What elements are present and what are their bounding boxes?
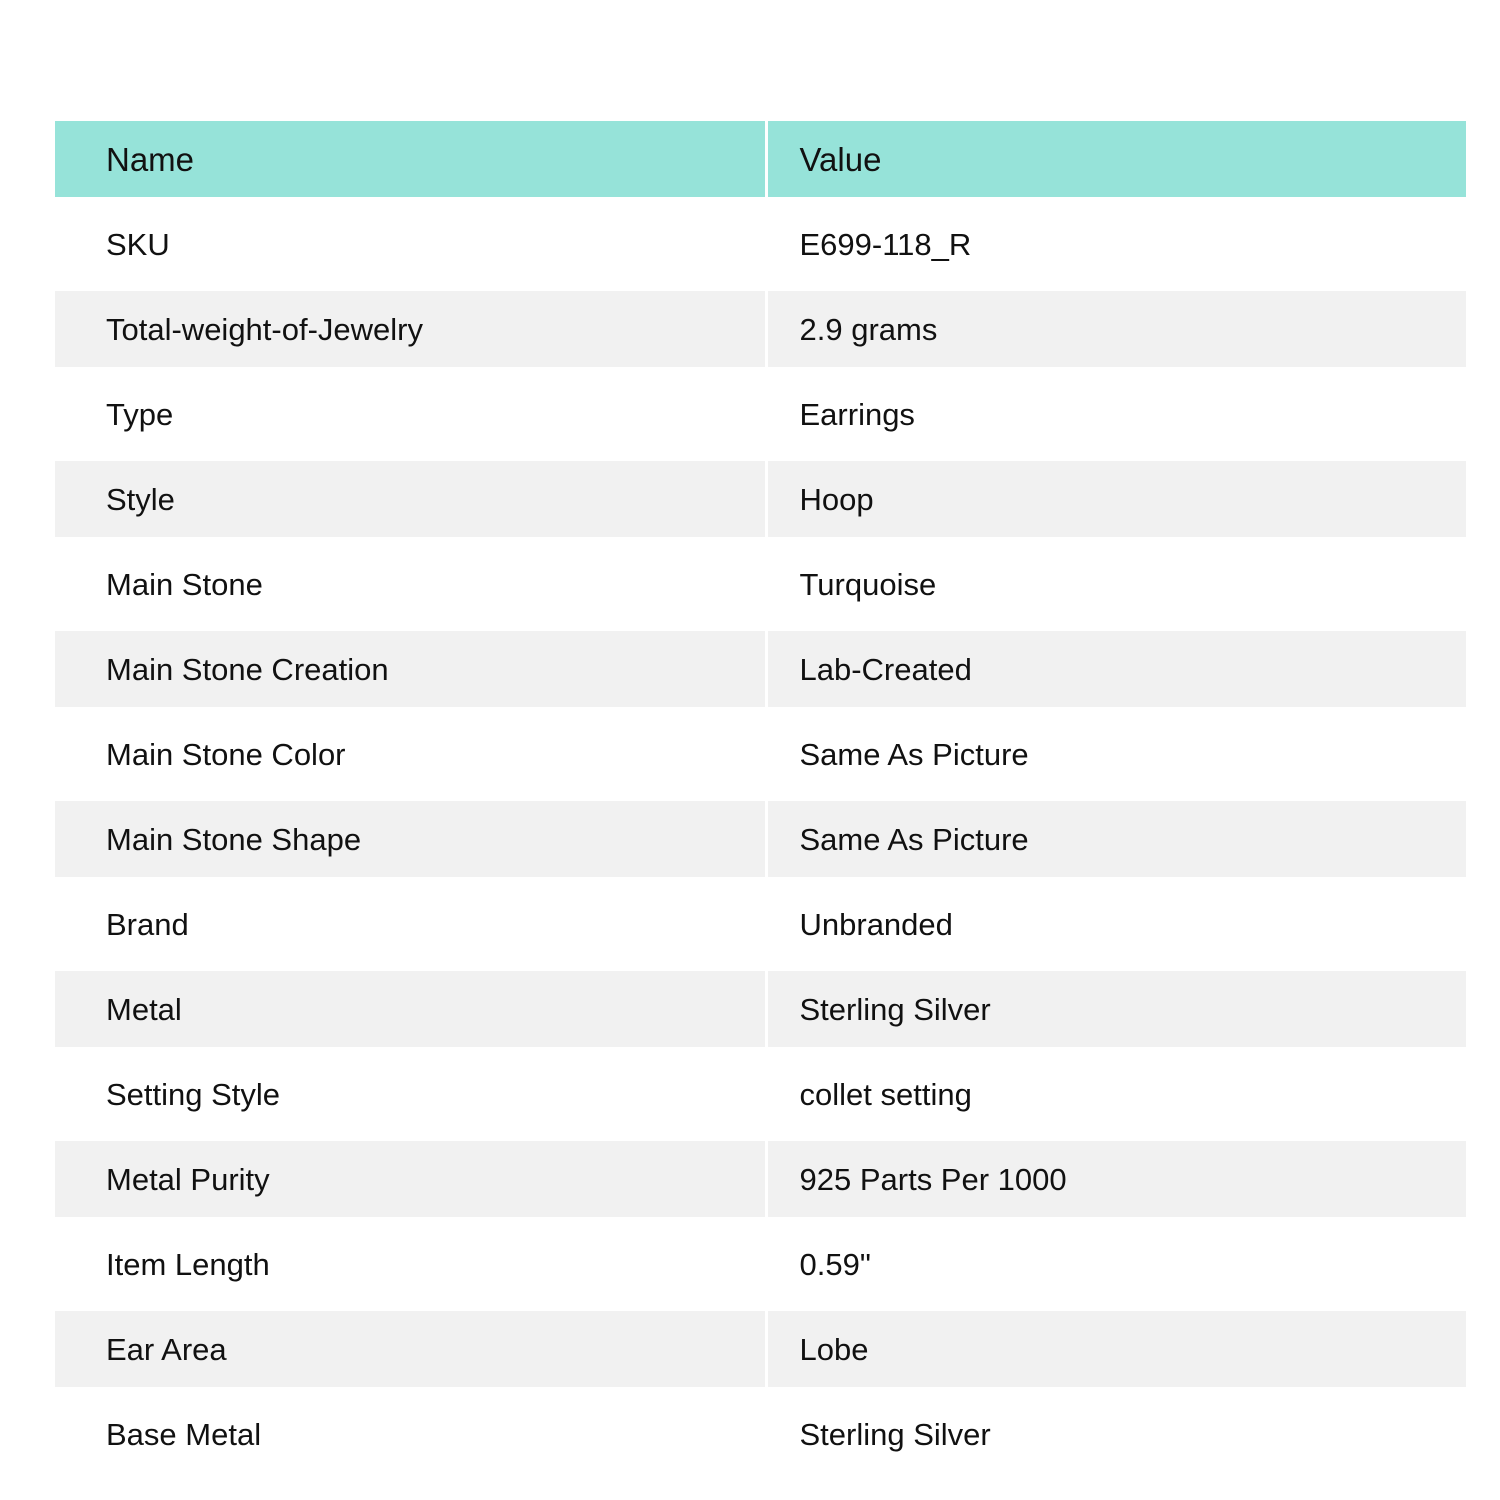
row-value-cell: collet setting (799, 1076, 972, 1112)
row-value-cell: E699-118_R (799, 226, 972, 262)
table-row (55, 877, 1466, 971)
table-row (55, 707, 1466, 801)
table-row (55, 971, 1466, 1047)
table-row (55, 367, 1466, 461)
table-row (55, 537, 1466, 631)
row-value-cell: Lab-Created (799, 651, 972, 687)
table-row (55, 1141, 1466, 1217)
table-row (55, 801, 1466, 877)
row-name-cell: Brand (55, 877, 766, 971)
row-name-cell: Metal Purity (55, 1141, 766, 1217)
row-value-cell: 2.9 grams (799, 311, 938, 347)
row-name-cell: Ear Area (55, 1311, 766, 1387)
row-name-cell: Setting Style (55, 1047, 766, 1141)
column-header-value: Value (799, 140, 882, 178)
table-row (55, 1387, 1466, 1481)
row-value-cell: Sterling Silver (799, 991, 991, 1027)
row-name-cell: Metal (55, 971, 766, 1047)
row-value-cell: Earrings (799, 396, 915, 432)
row-value-cell: Sterling Silver (799, 1416, 991, 1452)
table-row (55, 291, 1466, 367)
row-value-cell: Same As Picture (799, 736, 1029, 772)
table-row (55, 1311, 1466, 1387)
row-value-cell: Turquoise (799, 566, 937, 602)
specifications-table (55, 121, 1466, 1481)
row-name-cell: Style (55, 461, 766, 537)
row-name-cell: Main Stone Shape (55, 801, 766, 877)
row-name-cell: Item Length (55, 1217, 766, 1311)
table-body (55, 197, 1466, 1481)
row-name-cell: Base Metal (55, 1387, 766, 1481)
row-value-cell: Unbranded (799, 906, 953, 942)
row-value-cell: 925 Parts Per 1000 (799, 1161, 1067, 1197)
row-name-cell: Main Stone Color (55, 707, 766, 801)
row-name-cell: Main Stone (55, 537, 766, 631)
row-value-cell: Lobe (799, 1331, 869, 1367)
row-value-cell: Hoop (799, 481, 874, 517)
row-name-cell: Total-weight-of-Jewelry (55, 291, 766, 367)
row-value-cell: Same As Picture (799, 821, 1029, 857)
column-header-name: Name (55, 121, 766, 197)
row-name-cell: Main Stone Creation (55, 631, 766, 707)
row-name-cell: Type (55, 367, 766, 461)
table-header (55, 121, 1466, 197)
table-row (55, 1217, 1466, 1311)
header-row (55, 121, 1466, 197)
table-row (55, 197, 1466, 291)
row-name-cell: SKU (55, 197, 766, 291)
table-row (55, 1047, 1466, 1141)
table-row (55, 461, 1466, 537)
table-row (55, 631, 1466, 707)
row-value-cell: 0.59" (799, 1246, 871, 1282)
